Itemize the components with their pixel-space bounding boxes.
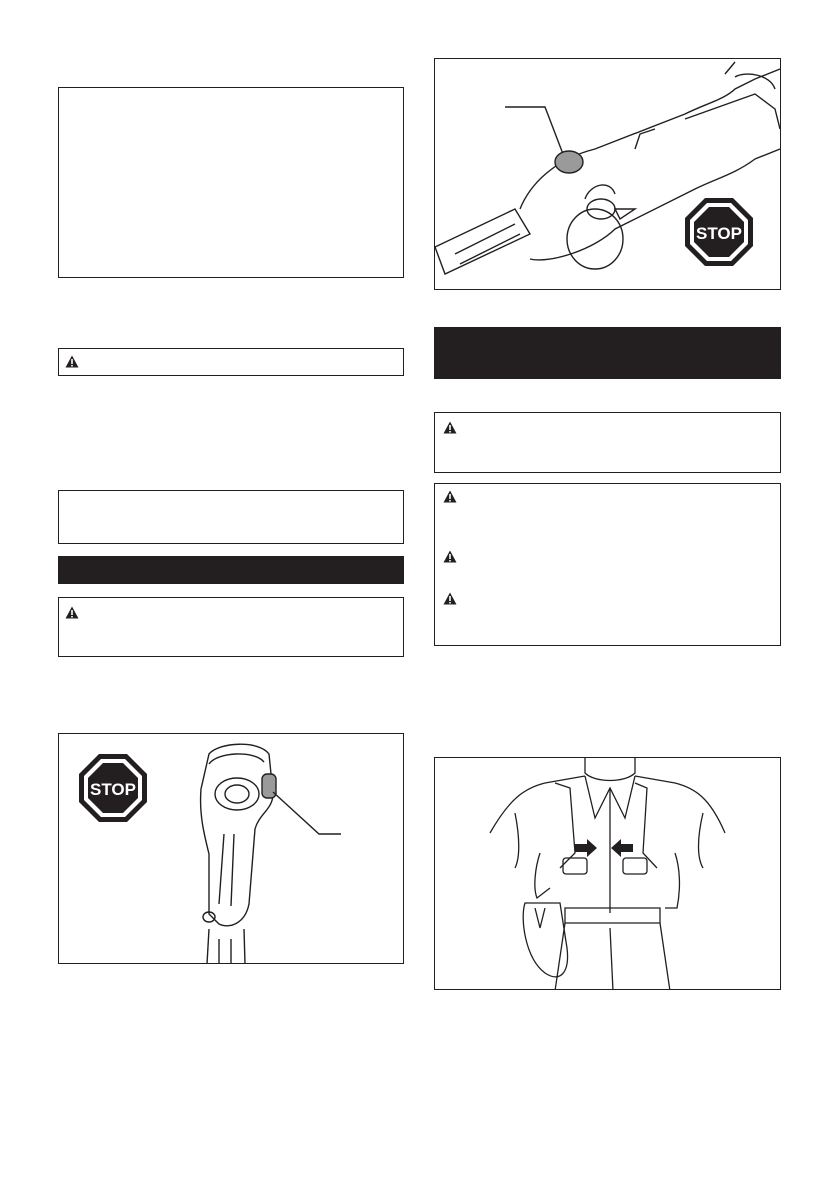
warning-triangle-icon [65, 355, 79, 368]
stop-sign-icon [79, 754, 147, 822]
note-box-top-left [58, 87, 404, 278]
figure-handle-stop-switch [58, 733, 404, 964]
warning-triangle-icon [443, 550, 457, 563]
note-box-mid-left [58, 490, 404, 544]
figure-shaft-stop-switch [434, 58, 781, 290]
section-heading-bar-right [434, 327, 781, 379]
shaft-handle-illustration [435, 59, 781, 290]
warning-box-right-2 [434, 483, 781, 646]
figure-harness-buckle [434, 757, 781, 990]
warning-bar-left [58, 348, 404, 376]
handle-illustration [59, 734, 404, 964]
warning-triangle-icon [65, 606, 79, 619]
svg-text:STOP: STOP [90, 780, 136, 799]
harness-illustration [435, 758, 781, 990]
stop-sign-icon [685, 198, 753, 266]
svg-text:STOP: STOP [696, 224, 742, 243]
arrow-left-icon [611, 839, 633, 857]
warning-triangle-icon [443, 592, 457, 605]
warning-box-left [58, 597, 404, 657]
warning-box-right-1 [434, 412, 781, 473]
section-heading-bar-left [58, 556, 404, 584]
warning-triangle-icon [443, 490, 457, 503]
arrow-right-icon [575, 839, 597, 857]
warning-triangle-icon [443, 421, 457, 434]
